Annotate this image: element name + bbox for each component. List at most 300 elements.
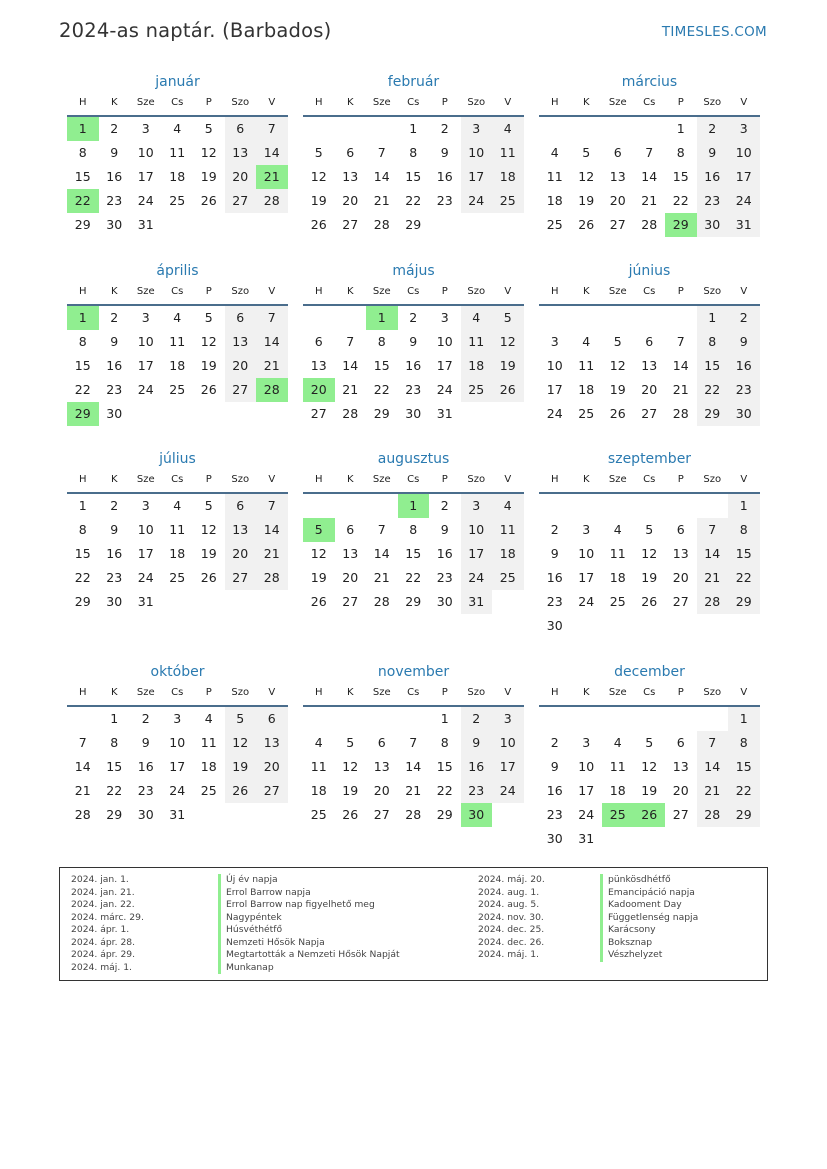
weekday-label: K bbox=[110, 97, 118, 108]
day-cell: 24 bbox=[169, 783, 186, 798]
day-cell: 18 bbox=[546, 193, 563, 208]
day-cell: 16 bbox=[436, 546, 453, 561]
day-grid bbox=[67, 494, 288, 614]
day-cell: 12 bbox=[641, 546, 658, 561]
day-cell: 15 bbox=[697, 354, 729, 378]
day-cell: 29 bbox=[728, 590, 760, 614]
day-cell: 8 bbox=[697, 330, 729, 354]
day-cell: 11 bbox=[578, 358, 595, 373]
day-cell: 9 bbox=[440, 145, 449, 160]
day-cell: 25 bbox=[169, 570, 186, 585]
weekday-label: K bbox=[346, 97, 354, 108]
day-cell: 11 bbox=[546, 169, 563, 184]
weekday-label: Sze bbox=[608, 474, 627, 485]
day-cell: 11 bbox=[169, 334, 186, 349]
weekday-label: V bbox=[268, 97, 276, 108]
day-cell: 8 bbox=[78, 522, 87, 537]
legend-holiday-name: Nagypéntek bbox=[218, 912, 400, 925]
legend-holiday-name: Nemzeti Hősök Napja bbox=[218, 937, 400, 950]
day-cell: 1 bbox=[697, 306, 729, 330]
day-cell: 17 bbox=[137, 546, 154, 561]
day-cell: 16 bbox=[697, 165, 729, 189]
day-cell: 15 bbox=[74, 358, 91, 373]
day-cell: 8 bbox=[78, 334, 87, 349]
day-cell: 14 bbox=[697, 542, 729, 566]
day-cell: 5 bbox=[314, 145, 323, 160]
brand-link[interactable]: TIMESLES.COM bbox=[661, 24, 767, 40]
day-cell: 9 bbox=[461, 731, 493, 755]
day-cell: 5 bbox=[645, 735, 654, 750]
day-cell: 7 bbox=[697, 518, 729, 542]
weekday-header bbox=[539, 281, 760, 306]
empty-cell bbox=[539, 117, 571, 141]
month-block bbox=[67, 662, 288, 827]
weekday-label: H bbox=[78, 474, 87, 485]
day-cell: 17 bbox=[137, 169, 154, 184]
holiday-day-cell: 26 bbox=[634, 803, 666, 827]
legend-holiday-name: Errol Barrow nap figyelhető meg bbox=[218, 899, 400, 912]
weekday-label: K bbox=[346, 286, 354, 297]
day-cell: 20 bbox=[225, 542, 257, 566]
weekday-label: V bbox=[740, 474, 748, 485]
weekday-label: H bbox=[78, 97, 87, 108]
day-cell: 29 bbox=[106, 807, 123, 822]
day-cell: 20 bbox=[342, 570, 359, 585]
day-cell: 31 bbox=[436, 406, 453, 421]
empty-cell bbox=[697, 707, 729, 731]
day-cell: 18 bbox=[492, 165, 524, 189]
day-cell: 13 bbox=[256, 731, 288, 755]
day-cell: 1 bbox=[440, 711, 449, 726]
day-cell: 5 bbox=[204, 498, 213, 513]
day-cell: 10 bbox=[728, 141, 760, 165]
month-block bbox=[303, 662, 524, 827]
holiday-day-cell: 30 bbox=[461, 803, 493, 827]
day-cell: 5 bbox=[204, 310, 213, 325]
weekday-label: P bbox=[205, 687, 212, 698]
weekday-label: K bbox=[582, 474, 590, 485]
day-cell: 7 bbox=[676, 334, 685, 349]
day-cell: 12 bbox=[200, 145, 217, 160]
empty-cell bbox=[602, 117, 634, 141]
weekday-header bbox=[67, 469, 288, 494]
empty-cell bbox=[303, 494, 335, 518]
day-cell: 6 bbox=[676, 735, 685, 750]
month-block bbox=[539, 449, 760, 638]
day-cell: 20 bbox=[609, 193, 626, 208]
day-cell: 2 bbox=[550, 735, 559, 750]
day-grid bbox=[539, 707, 760, 851]
day-cell: 8 bbox=[78, 145, 87, 160]
day-grid bbox=[539, 494, 760, 638]
day-cell: 12 bbox=[310, 169, 327, 184]
day-cell: 17 bbox=[436, 358, 453, 373]
empty-cell bbox=[539, 494, 571, 518]
day-cell: 3 bbox=[492, 707, 524, 731]
weekday-label: Szo bbox=[703, 97, 722, 108]
weekday-label: K bbox=[582, 687, 590, 698]
day-cell: 23 bbox=[546, 807, 563, 822]
month-block bbox=[539, 72, 760, 237]
day-grid bbox=[67, 117, 288, 237]
weekday-label: Sze bbox=[608, 286, 627, 297]
legend-date: 2024. jan. 22. bbox=[71, 899, 135, 910]
weekday-label: K bbox=[582, 286, 590, 297]
day-cell: 30 bbox=[546, 618, 563, 633]
day-cell: 20 bbox=[641, 382, 658, 397]
weekday-label: Cs bbox=[643, 687, 656, 698]
day-cell: 6 bbox=[613, 145, 622, 160]
legend-date: 2024. dec. 26. bbox=[478, 936, 545, 948]
day-cell: 7 bbox=[346, 334, 355, 349]
day-cell: 19 bbox=[578, 193, 595, 208]
empty-cell bbox=[602, 707, 634, 731]
day-cell: 25 bbox=[492, 189, 524, 213]
legend-date: 2024. jan. 1. bbox=[71, 874, 129, 885]
weekday-label: P bbox=[677, 286, 684, 297]
day-cell: 9 bbox=[409, 334, 418, 349]
day-cell: 7 bbox=[78, 735, 87, 750]
month-name: február bbox=[387, 74, 440, 90]
day-cell: 18 bbox=[578, 382, 595, 397]
empty-cell bbox=[303, 117, 335, 141]
weekday-label: H bbox=[550, 687, 559, 698]
day-cell: 17 bbox=[461, 165, 493, 189]
day-cell: 10 bbox=[461, 518, 493, 542]
day-cell: 22 bbox=[74, 382, 91, 397]
day-cell: 31 bbox=[137, 217, 154, 232]
day-cell: 13 bbox=[672, 546, 689, 561]
weekday-label: Sze bbox=[608, 687, 627, 698]
holiday-day-cell: 21 bbox=[256, 165, 288, 189]
day-cell: 14 bbox=[373, 546, 390, 561]
day-cell: 23 bbox=[405, 382, 422, 397]
day-cell: 16 bbox=[137, 759, 154, 774]
day-cell: 3 bbox=[141, 121, 150, 136]
day-cell: 26 bbox=[200, 193, 217, 208]
day-cell: 19 bbox=[609, 382, 626, 397]
day-cell: 4 bbox=[492, 494, 524, 518]
day-cell: 30 bbox=[106, 406, 123, 421]
day-grid bbox=[303, 707, 524, 827]
day-cell: 17 bbox=[578, 570, 595, 585]
day-cell: 30 bbox=[106, 217, 123, 232]
day-cell: 2 bbox=[141, 711, 150, 726]
day-cell: 1 bbox=[409, 121, 418, 136]
day-cell: 3 bbox=[141, 310, 150, 325]
day-cell: 3 bbox=[440, 310, 449, 325]
legend-date: 2024. máj. 20. bbox=[478, 874, 545, 885]
empty-cell bbox=[366, 707, 398, 731]
day-cell: 5 bbox=[492, 306, 524, 330]
weekday-label: H bbox=[550, 286, 559, 297]
day-cell: 6 bbox=[645, 334, 654, 349]
day-cell: 25 bbox=[169, 382, 186, 397]
empty-cell bbox=[539, 707, 571, 731]
day-cell: 20 bbox=[672, 783, 689, 798]
weekday-label: Sze bbox=[136, 97, 155, 108]
day-cell: 3 bbox=[582, 735, 591, 750]
day-cell: 9 bbox=[110, 334, 119, 349]
day-cell: 21 bbox=[342, 382, 359, 397]
weekday-label: Szo bbox=[467, 286, 486, 297]
holiday-day-cell: 29 bbox=[67, 402, 99, 426]
holiday-day-cell: 22 bbox=[67, 189, 99, 213]
day-cell: 11 bbox=[609, 759, 626, 774]
day-cell: 26 bbox=[200, 570, 217, 585]
weekday-header bbox=[303, 469, 524, 494]
day-cell: 9 bbox=[550, 546, 559, 561]
day-cell: 31 bbox=[728, 213, 760, 237]
empty-cell bbox=[67, 707, 99, 731]
weekday-label: Cs bbox=[407, 474, 420, 485]
day-cell: 18 bbox=[461, 354, 493, 378]
empty-cell bbox=[634, 117, 666, 141]
day-cell: 2 bbox=[550, 522, 559, 537]
day-cell: 26 bbox=[609, 406, 626, 421]
day-cell: 28 bbox=[697, 803, 729, 827]
weekday-header bbox=[67, 682, 288, 707]
day-cell: 14 bbox=[256, 330, 288, 354]
legend-date: 2024. nov. 30. bbox=[478, 911, 544, 923]
day-cell: 21 bbox=[256, 542, 288, 566]
day-cell: 11 bbox=[169, 145, 186, 160]
day-cell: 4 bbox=[613, 735, 622, 750]
month-name: április bbox=[156, 263, 199, 279]
day-grid bbox=[539, 306, 760, 426]
day-cell: 8 bbox=[676, 145, 685, 160]
legend-holiday-name: Megtartották a Nemzeti Hősök Napját bbox=[218, 949, 400, 962]
day-cell: 15 bbox=[672, 169, 689, 184]
weekday-label: Szo bbox=[703, 474, 722, 485]
day-cell: 16 bbox=[546, 570, 563, 585]
day-cell: 25 bbox=[578, 406, 595, 421]
day-cell: 4 bbox=[204, 711, 213, 726]
weekday-label: V bbox=[740, 97, 748, 108]
day-cell: 2 bbox=[461, 707, 493, 731]
day-cell: 9 bbox=[440, 522, 449, 537]
weekday-label: V bbox=[504, 97, 512, 108]
day-cell: 22 bbox=[672, 193, 689, 208]
day-cell: 4 bbox=[314, 735, 323, 750]
day-cell: 14 bbox=[697, 755, 729, 779]
day-cell: 31 bbox=[578, 831, 595, 846]
weekday-label: P bbox=[677, 97, 684, 108]
day-cell: 24 bbox=[578, 807, 595, 822]
day-cell: 24 bbox=[436, 382, 453, 397]
day-cell: 23 bbox=[436, 193, 453, 208]
weekday-label: Cs bbox=[171, 687, 184, 698]
day-cell: 30 bbox=[405, 406, 422, 421]
day-cell: 29 bbox=[436, 807, 453, 822]
weekday-header bbox=[303, 682, 524, 707]
weekday-label: Cs bbox=[643, 286, 656, 297]
weekday-label: Cs bbox=[643, 474, 656, 485]
page-title: 2024-as naptár. (Barbados) bbox=[59, 19, 332, 42]
day-cell: 20 bbox=[342, 193, 359, 208]
day-cell: 19 bbox=[200, 358, 217, 373]
weekday-label: V bbox=[504, 474, 512, 485]
day-cell: 15 bbox=[405, 169, 422, 184]
day-cell: 9 bbox=[697, 141, 729, 165]
day-cell: 20 bbox=[225, 165, 257, 189]
month-block bbox=[67, 72, 288, 237]
day-cell: 2 bbox=[110, 121, 119, 136]
day-cell: 27 bbox=[373, 807, 390, 822]
weekday-label: P bbox=[441, 687, 448, 698]
day-cell: 21 bbox=[373, 193, 390, 208]
day-cell: 28 bbox=[256, 189, 288, 213]
empty-cell bbox=[335, 117, 367, 141]
legend-holiday-name: pünkösdhétfő bbox=[600, 874, 698, 887]
day-cell: 28 bbox=[697, 590, 729, 614]
day-cell: 21 bbox=[256, 354, 288, 378]
day-cell: 7 bbox=[645, 145, 654, 160]
weekday-label: P bbox=[677, 687, 684, 698]
day-cell: 1 bbox=[110, 711, 119, 726]
month-block bbox=[303, 261, 524, 426]
day-cell: 29 bbox=[373, 406, 390, 421]
weekday-label: K bbox=[110, 687, 118, 698]
day-cell: 24 bbox=[461, 566, 493, 590]
day-cell: 7 bbox=[697, 731, 729, 755]
day-cell: 16 bbox=[728, 354, 760, 378]
day-cell: 10 bbox=[137, 522, 154, 537]
weekday-label: Cs bbox=[171, 286, 184, 297]
day-cell: 12 bbox=[200, 334, 217, 349]
day-cell: 19 bbox=[200, 169, 217, 184]
day-cell: 18 bbox=[200, 759, 217, 774]
day-cell: 22 bbox=[728, 566, 760, 590]
legend-right-dates bbox=[478, 874, 545, 962]
day-cell: 3 bbox=[550, 334, 559, 349]
day-cell: 16 bbox=[106, 546, 123, 561]
weekday-label: P bbox=[205, 286, 212, 297]
holiday-day-cell: 1 bbox=[67, 117, 99, 141]
day-cell: 24 bbox=[578, 594, 595, 609]
day-cell: 26 bbox=[578, 217, 595, 232]
empty-cell bbox=[335, 494, 367, 518]
day-cell: 2 bbox=[440, 498, 449, 513]
day-cell: 22 bbox=[74, 570, 91, 585]
weekday-label: Szo bbox=[467, 97, 486, 108]
day-cell: 8 bbox=[440, 735, 449, 750]
day-cell: 6 bbox=[676, 522, 685, 537]
month-name: július bbox=[159, 451, 196, 467]
day-cell: 17 bbox=[578, 783, 595, 798]
day-grid bbox=[303, 117, 524, 237]
legend-left-dates bbox=[71, 874, 144, 974]
day-cell: 26 bbox=[310, 217, 327, 232]
day-cell: 5 bbox=[225, 707, 257, 731]
weekday-label: K bbox=[346, 474, 354, 485]
weekday-label: Sze bbox=[372, 687, 391, 698]
day-cell: 21 bbox=[672, 382, 689, 397]
day-cell: 30 bbox=[697, 213, 729, 237]
day-cell: 25 bbox=[461, 378, 493, 402]
weekday-label: K bbox=[582, 97, 590, 108]
day-cell: 24 bbox=[461, 189, 493, 213]
empty-cell bbox=[697, 494, 729, 518]
day-cell: 27 bbox=[672, 594, 689, 609]
day-cell: 13 bbox=[373, 759, 390, 774]
weekday-label: Sze bbox=[372, 474, 391, 485]
month-name: január bbox=[155, 74, 200, 90]
day-cell: 23 bbox=[106, 193, 123, 208]
day-cell: 15 bbox=[436, 759, 453, 774]
legend-holiday-name: Karácsony bbox=[600, 924, 698, 937]
day-cell: 10 bbox=[436, 334, 453, 349]
day-cell: 13 bbox=[225, 330, 257, 354]
weekday-label: Szo bbox=[703, 687, 722, 698]
legend-holiday-name: Boksznap bbox=[600, 937, 698, 950]
day-cell: 9 bbox=[110, 145, 119, 160]
weekday-label: Cs bbox=[171, 97, 184, 108]
day-cell: 16 bbox=[461, 755, 493, 779]
month-block bbox=[303, 449, 524, 614]
day-cell: 5 bbox=[645, 522, 654, 537]
weekday-label: K bbox=[110, 286, 118, 297]
day-cell: 12 bbox=[578, 169, 595, 184]
day-cell: 10 bbox=[492, 731, 524, 755]
day-cell: 5 bbox=[582, 145, 591, 160]
day-cell: 24 bbox=[728, 189, 760, 213]
day-cell: 26 bbox=[641, 594, 658, 609]
empty-cell bbox=[571, 306, 603, 330]
day-cell: 7 bbox=[256, 117, 288, 141]
day-cell: 13 bbox=[342, 169, 359, 184]
day-cell: 10 bbox=[578, 546, 595, 561]
weekday-header bbox=[303, 92, 524, 117]
day-cell: 4 bbox=[613, 522, 622, 537]
month-name: június bbox=[628, 263, 671, 279]
day-cell: 18 bbox=[169, 546, 186, 561]
legend-date: 2024. márc. 29. bbox=[71, 911, 144, 923]
day-cell: 7 bbox=[256, 494, 288, 518]
day-cell: 10 bbox=[461, 141, 493, 165]
day-cell: 28 bbox=[373, 594, 390, 609]
empty-cell bbox=[665, 494, 697, 518]
weekday-label: Cs bbox=[407, 687, 420, 698]
day-cell: 4 bbox=[582, 334, 591, 349]
day-cell: 14 bbox=[74, 759, 91, 774]
day-cell: 18 bbox=[310, 783, 327, 798]
day-cell: 3 bbox=[728, 117, 760, 141]
day-cell: 21 bbox=[74, 783, 91, 798]
month-block bbox=[67, 261, 288, 426]
legend-holiday-name: Függetlenség napja bbox=[600, 912, 698, 925]
day-cell: 9 bbox=[550, 759, 559, 774]
month-name: március bbox=[621, 74, 678, 90]
day-cell: 22 bbox=[728, 779, 760, 803]
day-cell: 19 bbox=[492, 354, 524, 378]
day-cell: 13 bbox=[342, 546, 359, 561]
day-cell: 27 bbox=[256, 779, 288, 803]
weekday-header bbox=[67, 281, 288, 306]
day-cell: 28 bbox=[256, 566, 288, 590]
day-cell: 6 bbox=[346, 522, 355, 537]
day-cell: 13 bbox=[672, 759, 689, 774]
day-cell: 12 bbox=[609, 358, 626, 373]
day-cell: 12 bbox=[641, 759, 658, 774]
day-cell: 20 bbox=[373, 783, 390, 798]
day-cell: 17 bbox=[728, 165, 760, 189]
legend-date: 2024. dec. 25. bbox=[478, 924, 545, 935]
day-cell: 2 bbox=[409, 310, 418, 325]
day-cell: 28 bbox=[641, 217, 658, 232]
month-block bbox=[539, 662, 760, 851]
day-cell: 26 bbox=[342, 807, 359, 822]
